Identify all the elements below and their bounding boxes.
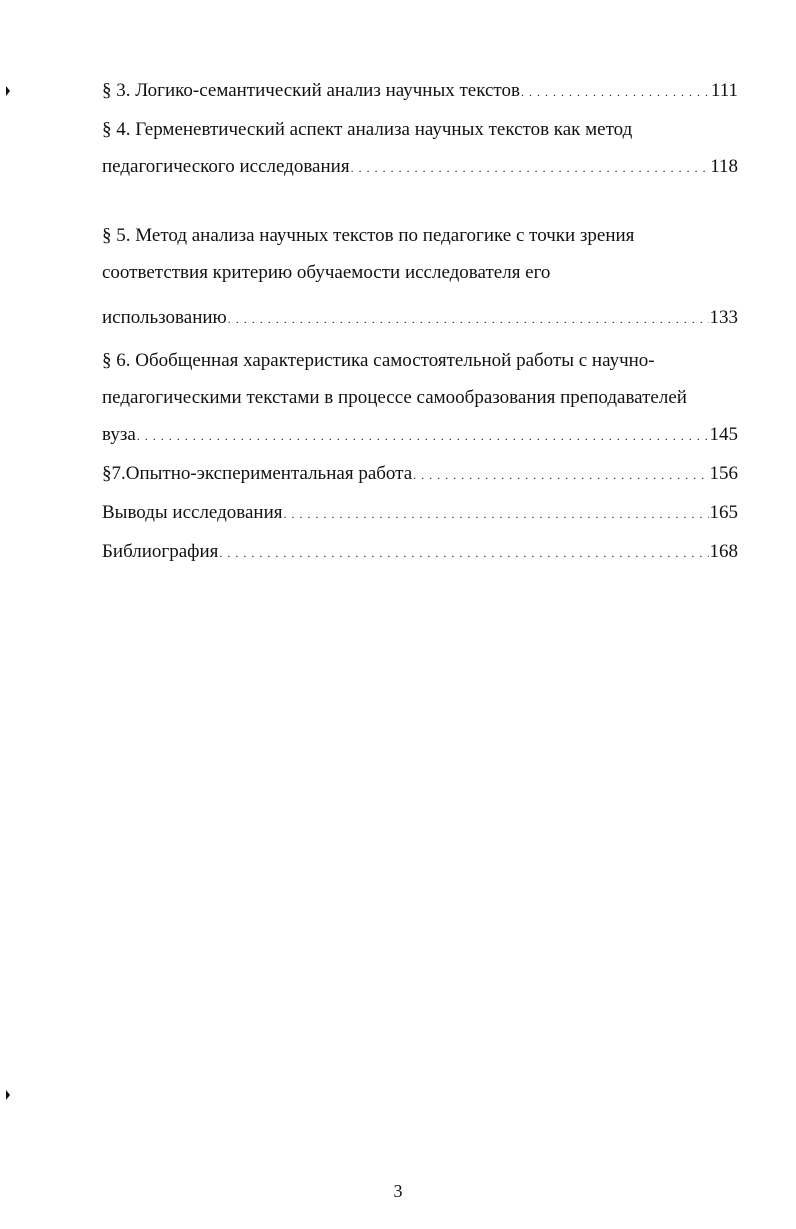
dot-leader [228,299,709,338]
toc-entry-section-3 [102,72,738,111]
toc-entry-title-line: соответствия критерию обучаемости исследователя его [102,262,551,283]
toc-entry-title: использованию [102,307,227,328]
toc-entry-title-line: § 6. Обобщенная характеристика самостоятельной работы с научно- [102,350,655,371]
toc-entry-title: педагогического исследования [102,156,350,177]
dot-leader [219,533,708,572]
dot-leader [137,416,709,455]
toc-entry-page: 111 [710,80,738,101]
toc-entry-section-5 [102,217,738,338]
dot-leader [413,455,708,494]
toc-entry-title: вуза [102,424,136,445]
toc-entry-page: 168 [709,541,738,562]
toc-entry-page: 156 [709,463,738,484]
toc-entry-bibliography [102,533,738,572]
toc-entry-section-6 [102,342,738,455]
margin-mark-top [6,86,10,96]
toc-entry-page: 133 [709,307,738,328]
toc-entry-title: § 3. Логико-семантический анализ научных текстов [102,80,520,101]
toc-entry-conclusions [102,494,738,533]
toc-entry-title-line: § 5. Метод анализа научных текстов по педагогике с точки зрения [102,225,635,246]
toc-entry-section-4 [102,111,738,187]
toc-entry-section-7 [102,455,738,494]
toc-entry-page: 145 [709,424,738,445]
dot-leader [284,494,709,533]
toc-entry-title-line: § 4. Герменевтический аспект анализа научных текстов как метод [102,119,633,140]
dot-leader [351,148,710,187]
table-of-contents [102,72,738,572]
dot-leader [521,72,710,111]
toc-entry-page: 118 [710,156,738,177]
toc-entry-title: §7.Опытно-экспериментальная работа [102,463,413,484]
toc-entry-title: Библиография [102,541,219,562]
toc-entry-page: 165 [709,502,738,523]
page-number: 3 [393,1181,403,1201]
toc-entry-title-line: педагогическими текстами в процессе самообразования преподавателей [102,387,687,408]
toc-entry-title: Выводы исследования [102,502,283,523]
margin-mark-bottom [6,1090,10,1100]
